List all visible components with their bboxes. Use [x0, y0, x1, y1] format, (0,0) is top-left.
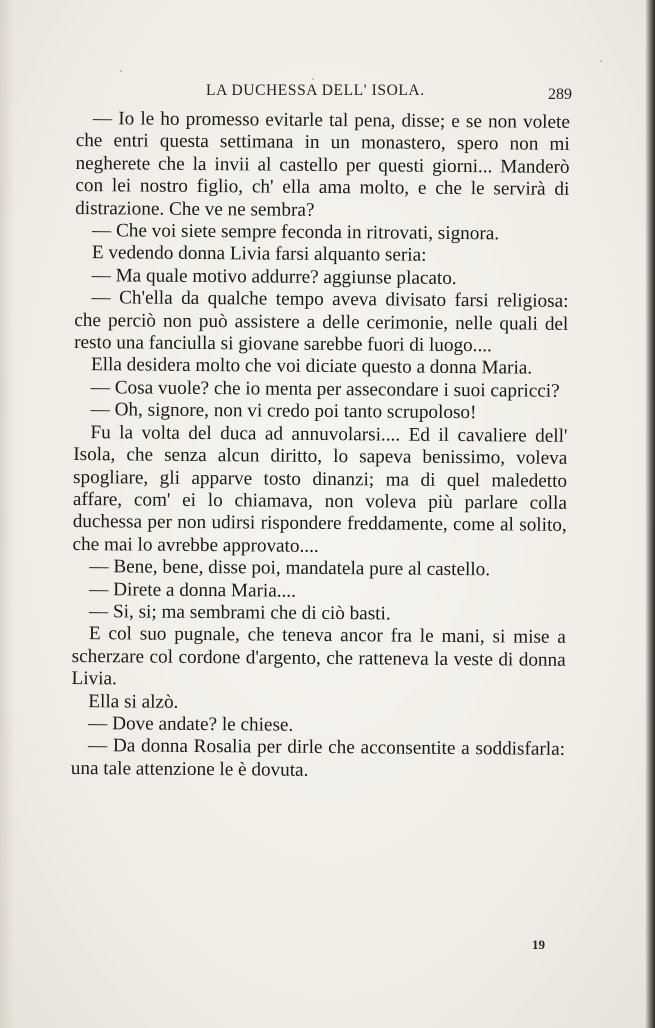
paper-speck	[600, 60, 602, 62]
paragraph: — Cosa vuole? che io menta per assecondare i suoi capricci?	[90, 377, 560, 402]
paper-speck	[312, 78, 314, 80]
signature-mark: 19	[532, 937, 545, 952]
paragraph: — Si, si; ma sembrami che di ciò basti.	[88, 601, 391, 625]
body-text	[71, 108, 570, 784]
paragraph: — Io le ho promesso evitarle tal pena, disse; e se non volete che entri questa settimana in un monastero, spero non mi negherete che la invii al castello per questi giorni... Manderò con lei nostro figlio, ch' ella ama molto, e che le servirà di distrazione. Che ve ne sembra?	[75, 108, 570, 221]
paragraph: — Oh, signore, non vi credo poi tanto scrupoloso!	[90, 399, 477, 424]
paper-speck	[120, 70, 122, 72]
page-binding-shadow	[0, 0, 14, 1028]
paragraph: — Ma quale motivo addurre? aggiunse placato.	[91, 264, 457, 289]
page-right-edge	[645, 0, 655, 1028]
paragraph: — Che voi siete sempre feconda in ritrovati, signora.	[91, 220, 500, 245]
paragraph: — Dove andate? le chiese.	[88, 713, 294, 736]
running-title: LA DUCHESSA DELL' ISOLA.	[206, 82, 425, 99]
paragraph: — Direte a donna Maria....	[89, 578, 297, 602]
paragraph: — Da donna Rosalia per dirle che acconsentite a soddisfarla: una tale attenzione le è dovuta.	[70, 735, 566, 781]
paragraph: E col suo pugnale, che teneva ancor fra le mani, si mise a scherzare col cordone d'argento, che ratteneva la veste di donna Livia.	[71, 623, 566, 690]
paragraph: E vedendo donna Livia farsi alquanto seria:	[91, 242, 427, 267]
paragraph: Ella desidera molto che voi diciate questo a donna Maria.	[90, 354, 533, 380]
paragraph: — Ch'ella da qualche tempo aveva divisato farsi religiosa: che perciò non può assistere a delle cerimonie, nelle quali del resto una fanciulla si giovane sarebbe fuori di luogo....	[74, 287, 569, 357]
paragraph: Fu la volta del duca ad annuvolarsi.... Ed il cavaliere dell' Isola, che senza alcun diritto, lo sapeva benissimo, voleva spogliare, gli apparve tosto dinanzi; ma di quel maledetto affare, com' ei lo chiamava, non voleva più parlare colla duchessa per non udirsi rispondere freddamente, come al solito, che mai lo avrebbe approvato....	[72, 421, 568, 557]
page-number: 289	[548, 86, 572, 103]
paragraph: — Bene, bene, disse poi, mandatela pure al castello.	[89, 556, 491, 581]
paragraph: Ella si alzò.	[88, 690, 179, 713]
page-header	[80, 82, 570, 104]
